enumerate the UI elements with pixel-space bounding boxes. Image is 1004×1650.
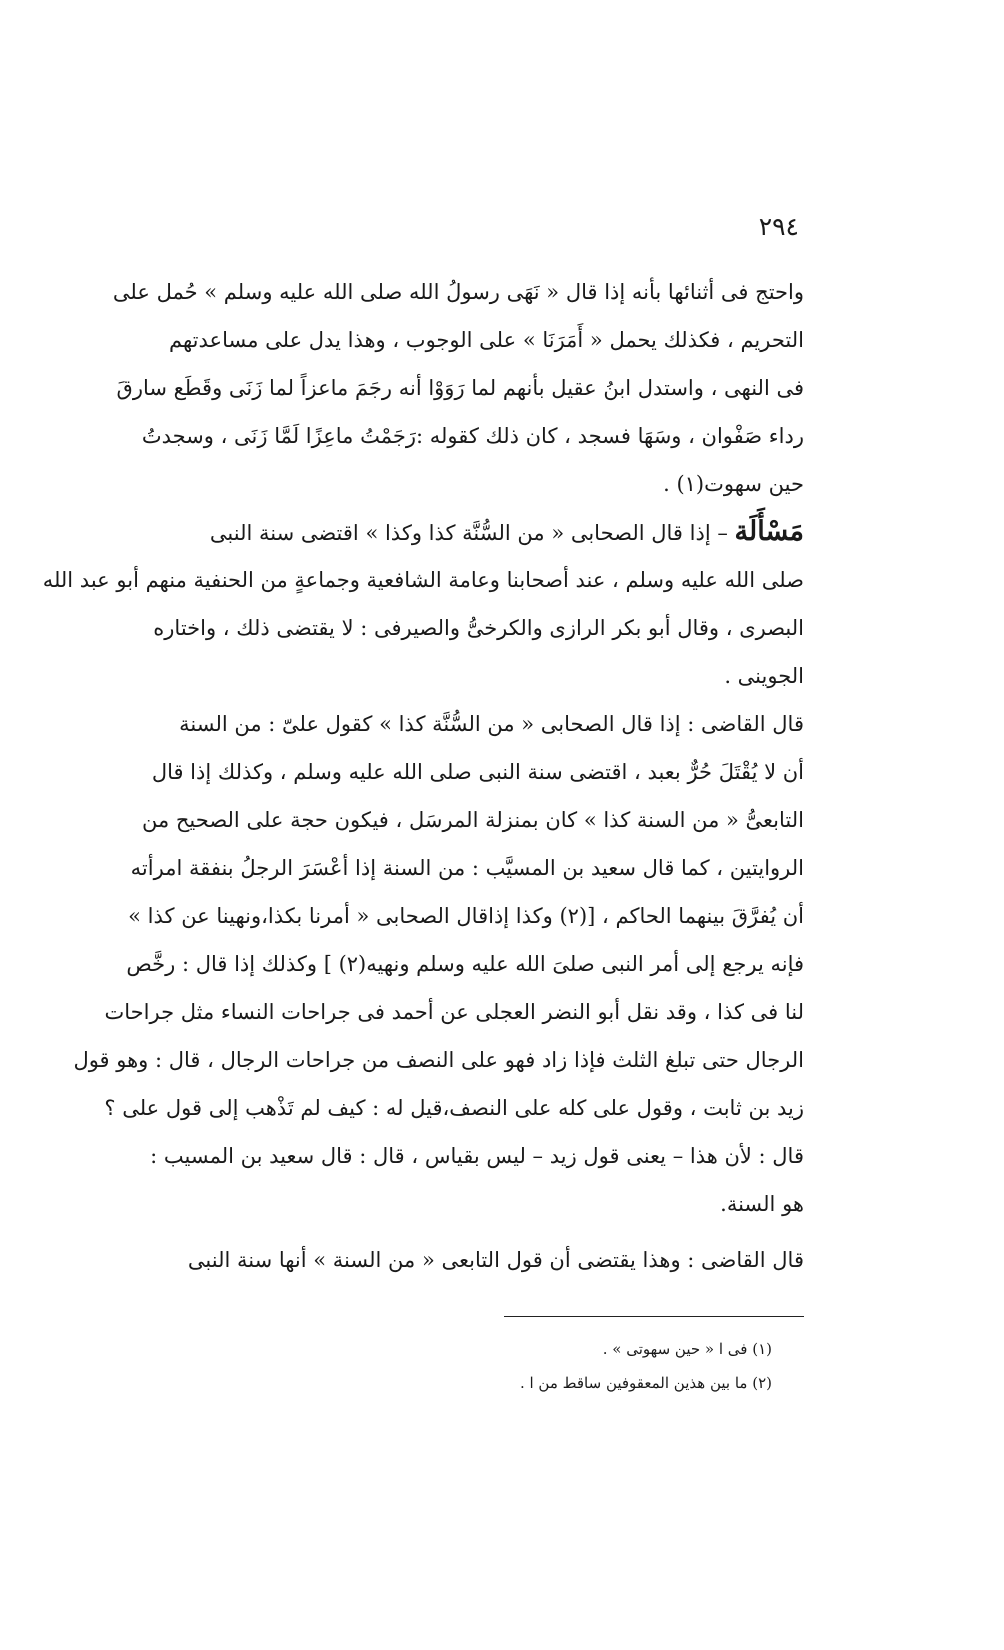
text-line: حين سهوت(١) . — [663, 472, 804, 496]
text-line: التابعىُّ « من السنة كذا » كان بمنزلة المرسَل ، فيكون حجة على الصحيح من — [141, 808, 804, 832]
masalah-label: مَسْأَلَة — [734, 516, 804, 547]
text-line: الروايتين ، كما قال سعيد بن المسيَّب : من السنة إذا أعْسَرَ الرجلُ بنفقة امرأته — [130, 856, 804, 880]
text-line: قال القاضى : إذا قال الصحابى « من السُّنَّة كذا » كقول علىّ : من السنة — [179, 712, 804, 736]
page-number: ٢٩٤ — [758, 212, 799, 241]
text-line: لنا فى كذا ، وقد نقل أبو النضر العجلى عن أحمد فى جراحات النساء مثل جراحات — [104, 1000, 804, 1024]
text-line: هو السنة. — [720, 1192, 804, 1216]
footnotes — [212, 1332, 772, 1400]
text-line: الرجال حتى تبلغ الثلث فإذا زاد فهو على النصف من جراحات الرجال ، قال : وهو قول — [73, 1048, 804, 1072]
text-line: واحتج فى أثنائها بأنه إذا قال « نَهَى رسولُ الله صلى الله عليه وسلم » حُمل على — [112, 280, 804, 304]
footnote: (٢) ما بين هذين المعقوفين ساقط من ا . — [519, 1374, 772, 1392]
footnote: (١) فى ا « حين سهوتى » . — [602, 1340, 772, 1358]
text-line: – إذا قال الصحابى « من السُّنَّة كذا وكذا » اقتضى سنة النبى — [209, 521, 728, 545]
text-line: أن لا يُقْتَلَ حُرٌّ بعبد ، اقتضى سنة النبى صلى الله عليه وسلم ، وكذلك إذا قال — [151, 760, 804, 784]
text-line: صلى الله عليه وسلم ، عند أصحابنا وعامة الشافعية وجماعةٍ من الحنفية منهم أبو عبد الله — [42, 568, 804, 592]
text-line: البصرى ، وقال أبو بكر الرازى والكرخىُّ والصيرفى : لا يقتضى ذلك ، واختاره — [153, 616, 804, 640]
main-text — [42, 268, 804, 1284]
text-line: الجوينى . — [724, 664, 804, 688]
text-line: رداء صَفْوان ، وسَهَا فسجد ، كان ذلك كقوله :رَجَمْتُ ماعِزًا لَمَّا زَنَى ، وسجدتُ — [141, 424, 804, 448]
text-line: قال القاضى : وهذا يقتضى أن قول التابعى « من السنة » أنها سنة النبى — [187, 1248, 804, 1272]
text-line: فى النهى ، واستدل ابنُ عقيل بأنهم لما رَوَوْا أنه رجَمَ ماعزاً لما زَنَى وقَطَع سارقَ — [116, 376, 804, 400]
text-line: أن يُفرَّقَ بينهما الحاكم ، [(٢) وكذا إذاقال الصحابى « أمرنا بكذا،ونهينا عن كذا » — [128, 904, 804, 928]
text-line: قال : لأن هذا – يعنى قول زيد – ليس بقياس ، قال : قال سعيد بن المسيب : — [150, 1144, 804, 1168]
text-line: التحريم ، فكذلك يحمل « أَمَرَنَا » على الوجوب ، وهذا يدل على مساعدتهم — [169, 328, 804, 352]
footnote-separator — [504, 1316, 804, 1317]
text-line: زيد بن ثابت ، وقول على كله على النصف،قيل له : كيف لم تَذْهب إلى قول على ؟ — [104, 1096, 804, 1120]
masalah-heading-line — [204, 508, 804, 556]
text-line: فإنه يرجع إلى أمر النبى صلىَ الله عليه وسلم ونهيه(٢) ] وكذلك إذا قال : رخَّص — [126, 952, 804, 976]
